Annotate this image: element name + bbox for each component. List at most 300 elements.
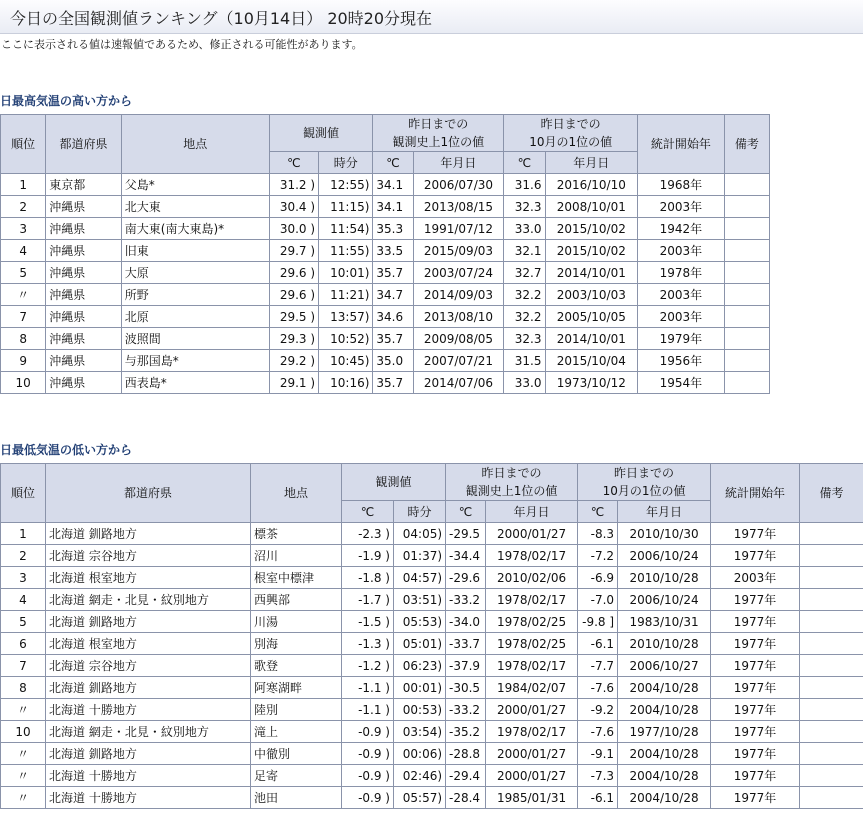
cell-month-temp: -7.2 [578, 545, 618, 567]
cell-remarks [724, 174, 769, 196]
cell-station: 池田 [251, 787, 342, 809]
cell-start-year: 1977年 [711, 743, 800, 765]
header-start-year: 統計開始年 [638, 115, 725, 174]
table-row [1, 350, 770, 372]
cell-observed-time: 12:55) [319, 174, 373, 196]
cell-all-time-date: 1978/02/17 [486, 545, 578, 567]
cell-observed-temp: -0.9 ) [342, 743, 394, 765]
cell-observed-temp: -2.3 ) [342, 523, 394, 545]
cell-month-date: 2014/10/01 [545, 328, 638, 350]
cell-month-date: 2016/10/10 [545, 174, 638, 196]
header-station: 地点 [121, 115, 269, 174]
cell-all-time-date: 2015/09/03 [413, 240, 504, 262]
cell-observed-temp: -0.9 ) [342, 765, 394, 787]
cell-all-time-temp: 35.0 [373, 350, 413, 372]
subheader-month-date: 年月日 [545, 152, 638, 174]
cell-observed-time: 03:54) [394, 721, 446, 743]
disclaimer-note: ここに表示される値は速報値であるため、修正される可能性があります。 [1, 38, 363, 51]
cell-prefecture: 沖縄県 [46, 218, 121, 240]
table-row [1, 589, 863, 611]
cell-station: 旧東 [121, 240, 269, 262]
cell-start-year: 1977年 [711, 721, 800, 743]
cell-remarks [800, 787, 863, 809]
table-row [1, 262, 770, 284]
cell-observed-time: 05:53) [394, 611, 446, 633]
table-row [1, 174, 770, 196]
header-prefecture: 都道府県 [46, 464, 251, 523]
cell-prefecture: 北海道 釧路地方 [46, 743, 251, 765]
cell-month-temp: 32.3 [504, 328, 545, 350]
cell-observed-temp: 29.3 ) [269, 328, 318, 350]
cell-observed-temp: 29.2 ) [269, 350, 318, 372]
cell-remarks [800, 567, 863, 589]
cell-month-temp: -6.1 [578, 787, 618, 809]
cell-station: 歌登 [251, 655, 342, 677]
cell-station: 標茶 [251, 523, 342, 545]
cell-all-time-date: 2007/07/21 [413, 350, 504, 372]
cell-station: 足寄 [251, 765, 342, 787]
cell-station: 川湯 [251, 611, 342, 633]
cell-month-temp: -9.1 [578, 743, 618, 765]
cell-month-date: 2003/10/03 [545, 284, 638, 306]
cell-all-time-temp: 35.7 [373, 328, 413, 350]
cell-all-time-temp: 34.6 [373, 306, 413, 328]
cell-observed-temp: -1.3 ) [342, 633, 394, 655]
cell-observed-time: 10:45) [319, 350, 373, 372]
cell-remarks [724, 328, 769, 350]
cell-observed-time: 00:06) [394, 743, 446, 765]
cell-start-year: 1968年 [638, 174, 725, 196]
header-month-record: 昨日までの 10月の1位の値 [578, 464, 711, 501]
cell-observed-temp: 29.6 ) [269, 262, 318, 284]
table-row [1, 372, 770, 394]
cell-month-temp: -7.6 [578, 721, 618, 743]
cell-remarks [800, 699, 863, 721]
cell-observed-time: 02:46) [394, 765, 446, 787]
cell-month-temp: 31.5 [504, 350, 545, 372]
cell-month-date: 1977/10/28 [618, 721, 711, 743]
cell-start-year: 1977年 [711, 655, 800, 677]
max-temp-table [0, 114, 770, 394]
cell-month-date: 2015/10/02 [545, 218, 638, 240]
cell-month-date: 2015/10/02 [545, 240, 638, 262]
cell-observed-temp: -0.9 ) [342, 787, 394, 809]
cell-all-time-temp: -34.0 [446, 611, 486, 633]
cell-observed-temp: -1.9 ) [342, 545, 394, 567]
cell-station: 父島* [121, 174, 269, 196]
cell-rank: 5 [1, 611, 46, 633]
cell-remarks [800, 611, 863, 633]
cell-month-date: 1973/10/12 [545, 372, 638, 394]
cell-all-time-date: 1978/02/17 [486, 589, 578, 611]
cell-month-temp: -6.1 [578, 633, 618, 655]
cell-observed-time: 00:53) [394, 699, 446, 721]
cell-start-year: 2003年 [638, 306, 725, 328]
header-rank: 順位 [1, 464, 46, 523]
cell-start-year: 1978年 [638, 262, 725, 284]
cell-rank: 7 [1, 306, 46, 328]
cell-all-time-date: 2000/01/27 [486, 699, 578, 721]
cell-all-time-temp: 34.7 [373, 284, 413, 306]
cell-month-date: 2006/10/24 [618, 545, 711, 567]
table-row [1, 218, 770, 240]
cell-prefecture: 北海道 網走・北見・紋別地方 [46, 721, 251, 743]
cell-station: 阿寒湖畔 [251, 677, 342, 699]
cell-month-date: 2006/10/24 [618, 589, 711, 611]
cell-all-time-temp: 35.3 [373, 218, 413, 240]
cell-rank: 3 [1, 567, 46, 589]
cell-start-year: 1977年 [711, 765, 800, 787]
cell-station: 西表島* [121, 372, 269, 394]
cell-month-temp: -7.0 [578, 589, 618, 611]
cell-observed-temp: -1.1 ) [342, 677, 394, 699]
cell-prefecture: 北海道 十勝地方 [46, 699, 251, 721]
cell-prefecture: 沖縄県 [46, 328, 121, 350]
cell-observed-time: 10:16) [319, 372, 373, 394]
cell-all-time-date: 1978/02/17 [486, 721, 578, 743]
cell-month-temp: 32.2 [504, 284, 545, 306]
cell-all-time-date: 2013/08/15 [413, 196, 504, 218]
cell-month-temp: 33.0 [504, 218, 545, 240]
cell-remarks [724, 306, 769, 328]
table-row [1, 699, 863, 721]
cell-start-year: 2003年 [638, 284, 725, 306]
cell-observed-temp: -1.8 ) [342, 567, 394, 589]
cell-rank: 1 [1, 523, 46, 545]
min-temp-table [0, 463, 863, 809]
table-row [1, 196, 770, 218]
cell-month-date: 2004/10/28 [618, 765, 711, 787]
cell-start-year: 2003年 [638, 240, 725, 262]
cell-observed-temp: -1.1 ) [342, 699, 394, 721]
cell-remarks [724, 262, 769, 284]
cell-rank: 4 [1, 240, 46, 262]
header-prefecture: 都道府県 [46, 115, 121, 174]
cell-rank: 10 [1, 372, 46, 394]
header-all-time-record: 昨日までの 観測史上1位の値 [446, 464, 578, 501]
cell-observed-temp: 31.2 ) [269, 174, 318, 196]
cell-observed-time: 05:57) [394, 787, 446, 809]
subheader-all-time-temp: ℃ [373, 152, 413, 174]
cell-observed-time: 11:21) [319, 284, 373, 306]
cell-remarks [800, 765, 863, 787]
cell-station: 波照間 [121, 328, 269, 350]
cell-remarks [800, 633, 863, 655]
cell-observed-time: 13:57) [319, 306, 373, 328]
table-row [1, 306, 770, 328]
cell-observed-temp: 29.7 ) [269, 240, 318, 262]
cell-all-time-date: 2009/08/05 [413, 328, 504, 350]
cell-station: 別海 [251, 633, 342, 655]
cell-remarks [724, 196, 769, 218]
cell-observed-temp: -1.2 ) [342, 655, 394, 677]
cell-remarks [800, 677, 863, 699]
header-observed: 観測値 [342, 464, 446, 501]
cell-start-year: 1977年 [711, 523, 800, 545]
cell-month-temp: -7.7 [578, 655, 618, 677]
cell-month-temp: -9.2 [578, 699, 618, 721]
cell-prefecture: 沖縄県 [46, 350, 121, 372]
cell-rank: 〃 [1, 699, 46, 721]
cell-station: 陸別 [251, 699, 342, 721]
table-row [1, 567, 863, 589]
cell-rank: 2 [1, 196, 46, 218]
cell-start-year: 1977年 [711, 677, 800, 699]
subheader-all-time-date: 年月日 [413, 152, 504, 174]
cell-observed-time: 11:55) [319, 240, 373, 262]
cell-rank: 8 [1, 328, 46, 350]
table-row [1, 284, 770, 306]
cell-month-date: 2014/10/01 [545, 262, 638, 284]
cell-observed-temp: -0.9 ) [342, 721, 394, 743]
cell-prefecture: 沖縄県 [46, 262, 121, 284]
cell-all-time-date: 2006/07/30 [413, 174, 504, 196]
cell-month-date: 2008/10/01 [545, 196, 638, 218]
cell-rank: 10 [1, 721, 46, 743]
table-row [1, 611, 863, 633]
cell-month-date: 2010/10/30 [618, 523, 711, 545]
cell-observed-time: 04:57) [394, 567, 446, 589]
cell-all-time-temp: -33.7 [446, 633, 486, 655]
table-row [1, 240, 770, 262]
cell-observed-time: 05:01) [394, 633, 446, 655]
cell-remarks [800, 545, 863, 567]
cell-month-date: 2004/10/28 [618, 699, 711, 721]
cell-month-date: 2005/10/05 [545, 306, 638, 328]
cell-rank: 4 [1, 589, 46, 611]
cell-all-time-temp: -37.9 [446, 655, 486, 677]
cell-month-date: 2010/10/28 [618, 633, 711, 655]
cell-start-year: 1977年 [711, 633, 800, 655]
cell-start-year: 2003年 [711, 567, 800, 589]
cell-observed-time: 06:23) [394, 655, 446, 677]
cell-month-date: 2010/10/28 [618, 567, 711, 589]
cell-all-time-temp: -28.4 [446, 787, 486, 809]
subheader-observed-time: 時分 [319, 152, 373, 174]
cell-remarks [800, 721, 863, 743]
cell-observed-temp: 29.1 ) [269, 372, 318, 394]
cell-all-time-date: 1985/01/31 [486, 787, 578, 809]
page-title: 今日の全国観測値ランキング（10月14日） 20時20分現在 [10, 9, 433, 28]
header-month-record: 昨日までの 10月の1位の値 [504, 115, 638, 152]
cell-month-temp: -7.3 [578, 765, 618, 787]
table-row [1, 787, 863, 809]
cell-rank: 〃 [1, 743, 46, 765]
cell-all-time-date: 1978/02/25 [486, 611, 578, 633]
header-rank: 順位 [1, 115, 46, 174]
cell-remarks [724, 218, 769, 240]
cell-all-time-date: 1991/07/12 [413, 218, 504, 240]
header-remarks: 備考 [724, 115, 769, 174]
subheader-month-temp: ℃ [504, 152, 545, 174]
cell-month-temp: -8.3 [578, 523, 618, 545]
cell-rank: 8 [1, 677, 46, 699]
cell-prefecture: 北海道 根室地方 [46, 633, 251, 655]
cell-all-time-temp: -29.5 [446, 523, 486, 545]
cell-observed-temp: 30.4 ) [269, 196, 318, 218]
cell-prefecture: 北海道 網走・北見・紋別地方 [46, 589, 251, 611]
table-row [1, 677, 863, 699]
cell-start-year: 1977年 [711, 699, 800, 721]
cell-start-year: 1942年 [638, 218, 725, 240]
cell-prefecture: 北海道 十勝地方 [46, 765, 251, 787]
cell-all-time-date: 2013/08/10 [413, 306, 504, 328]
cell-month-temp: 33.0 [504, 372, 545, 394]
cell-all-time-date: 2000/01/27 [486, 765, 578, 787]
section-title-max-temp: 日最高気温の高い方から [0, 94, 133, 108]
cell-all-time-temp: 35.7 [373, 372, 413, 394]
cell-start-year: 1954年 [638, 372, 725, 394]
cell-observed-time: 10:01) [319, 262, 373, 284]
table-row [1, 523, 863, 545]
cell-observed-time: 04:05) [394, 523, 446, 545]
cell-rank: 〃 [1, 787, 46, 809]
cell-all-time-date: 1984/02/07 [486, 677, 578, 699]
cell-prefecture: 北海道 宗谷地方 [46, 655, 251, 677]
subheader-observed-temp: ℃ [342, 501, 394, 523]
cell-station: 大原 [121, 262, 269, 284]
table-row [1, 633, 863, 655]
header-station: 地点 [251, 464, 342, 523]
table-row [1, 721, 863, 743]
cell-month-date: 2006/10/27 [618, 655, 711, 677]
cell-rank: 2 [1, 545, 46, 567]
cell-month-temp: 32.3 [504, 196, 545, 218]
cell-prefecture: 沖縄県 [46, 240, 121, 262]
cell-prefecture: 北海道 釧路地方 [46, 611, 251, 633]
cell-station: 沼川 [251, 545, 342, 567]
cell-observed-temp: 29.5 ) [269, 306, 318, 328]
cell-observed-time: 11:15) [319, 196, 373, 218]
cell-all-time-date: 2003/07/24 [413, 262, 504, 284]
cell-prefecture: 北海道 十勝地方 [46, 787, 251, 809]
cell-station: 北原 [121, 306, 269, 328]
cell-observed-time: 10:52) [319, 328, 373, 350]
cell-remarks [724, 240, 769, 262]
cell-remarks [724, 350, 769, 372]
section-title-min-temp: 日最低気温の低い方から [0, 443, 133, 457]
cell-observed-time: 00:01) [394, 677, 446, 699]
cell-month-temp: 31.6 [504, 174, 545, 196]
cell-all-time-temp: 34.1 [373, 196, 413, 218]
cell-all-time-temp: 33.5 [373, 240, 413, 262]
header-start-year: 統計開始年 [711, 464, 800, 523]
header-observed: 観測値 [269, 115, 373, 152]
cell-all-time-date: 2000/01/27 [486, 523, 578, 545]
cell-rank: 1 [1, 174, 46, 196]
cell-start-year: 1977年 [711, 787, 800, 809]
cell-start-year: 1956年 [638, 350, 725, 372]
cell-prefecture: 北海道 宗谷地方 [46, 545, 251, 567]
subheader-month-date: 年月日 [618, 501, 711, 523]
cell-month-temp: -6.9 [578, 567, 618, 589]
cell-all-time-date: 2000/01/27 [486, 743, 578, 765]
cell-observed-temp: -1.5 ) [342, 611, 394, 633]
subheader-all-time-temp: ℃ [446, 501, 486, 523]
header-all-time-record: 昨日までの 観測史上1位の値 [373, 115, 504, 152]
cell-rank: 6 [1, 633, 46, 655]
cell-month-date: 2004/10/28 [618, 787, 711, 809]
table-row [1, 765, 863, 787]
cell-rank: 7 [1, 655, 46, 677]
header-remarks: 備考 [800, 464, 863, 523]
cell-all-time-temp: -33.2 [446, 589, 486, 611]
subheader-month-temp: ℃ [578, 501, 618, 523]
cell-start-year: 1977年 [711, 611, 800, 633]
cell-month-temp: -7.6 [578, 677, 618, 699]
subheader-observed-temp: ℃ [269, 152, 318, 174]
cell-month-temp: -9.8 ] [578, 611, 618, 633]
cell-prefecture: 北海道 根室地方 [46, 567, 251, 589]
cell-start-year: 1977年 [711, 589, 800, 611]
cell-month-date: 1983/10/31 [618, 611, 711, 633]
cell-month-temp: 32.1 [504, 240, 545, 262]
cell-remarks [800, 589, 863, 611]
title-bar [0, 0, 863, 34]
cell-station: 所野 [121, 284, 269, 306]
cell-prefecture: 沖縄県 [46, 372, 121, 394]
cell-prefecture: 東京都 [46, 174, 121, 196]
cell-remarks [800, 655, 863, 677]
cell-month-temp: 32.2 [504, 306, 545, 328]
cell-start-year: 2003年 [638, 196, 725, 218]
subheader-observed-time: 時分 [394, 501, 446, 523]
cell-start-year: 1979年 [638, 328, 725, 350]
cell-all-time-temp: 35.7 [373, 262, 413, 284]
cell-month-temp: 32.7 [504, 262, 545, 284]
cell-all-time-date: 1978/02/17 [486, 655, 578, 677]
cell-all-time-date: 2014/09/03 [413, 284, 504, 306]
cell-station: 北大東 [121, 196, 269, 218]
cell-all-time-date: 1978/02/25 [486, 633, 578, 655]
table-row [1, 328, 770, 350]
cell-station: 与那国島* [121, 350, 269, 372]
cell-prefecture: 沖縄県 [46, 284, 121, 306]
cell-month-date: 2004/10/28 [618, 743, 711, 765]
cell-observed-time: 01:37) [394, 545, 446, 567]
cell-rank: 5 [1, 262, 46, 284]
cell-rank: 〃 [1, 765, 46, 787]
cell-observed-temp: 29.6 ) [269, 284, 318, 306]
cell-month-date: 2004/10/28 [618, 677, 711, 699]
table-row [1, 743, 863, 765]
subheader-all-time-date: 年月日 [486, 501, 578, 523]
table-row [1, 655, 863, 677]
cell-prefecture: 沖縄県 [46, 196, 121, 218]
cell-prefecture: 北海道 釧路地方 [46, 677, 251, 699]
table-row [1, 545, 863, 567]
cell-remarks [800, 523, 863, 545]
cell-station: 中徹別 [251, 743, 342, 765]
cell-all-time-temp: -33.2 [446, 699, 486, 721]
cell-prefecture: 沖縄県 [46, 306, 121, 328]
cell-station: 滝上 [251, 721, 342, 743]
cell-all-time-temp: -29.4 [446, 765, 486, 787]
cell-start-year: 1977年 [711, 545, 800, 567]
cell-all-time-temp: -34.4 [446, 545, 486, 567]
cell-rank: 9 [1, 350, 46, 372]
cell-station: 根室中標津 [251, 567, 342, 589]
cell-station: 南大東(南大東島)* [121, 218, 269, 240]
cell-all-time-temp: -35.2 [446, 721, 486, 743]
cell-observed-time: 03:51) [394, 589, 446, 611]
cell-station: 西興部 [251, 589, 342, 611]
cell-remarks [724, 284, 769, 306]
cell-month-date: 2015/10/04 [545, 350, 638, 372]
cell-all-time-temp: -30.5 [446, 677, 486, 699]
cell-all-time-temp: -28.8 [446, 743, 486, 765]
cell-all-time-date: 2014/07/06 [413, 372, 504, 394]
